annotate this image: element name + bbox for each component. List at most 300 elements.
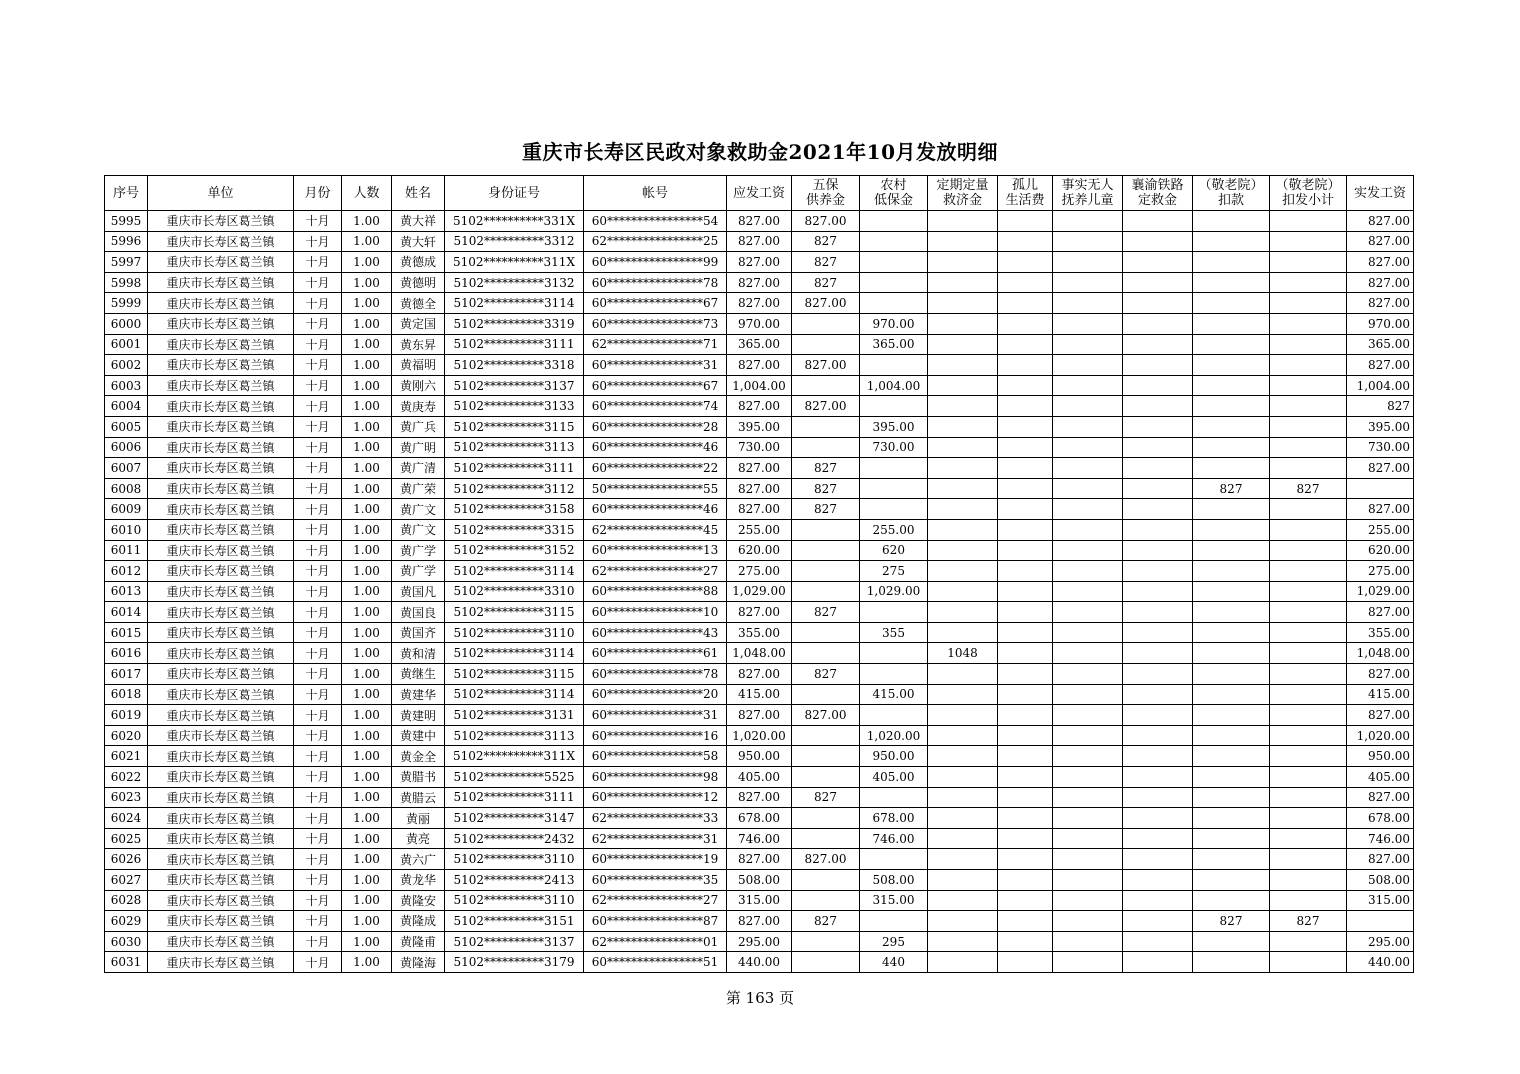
table-cell: 5102**********3133 — [445, 396, 584, 417]
table-cell — [1053, 952, 1123, 973]
table-header-row — [105, 176, 1414, 211]
table-cell — [860, 787, 928, 808]
table-cell: 827.00 — [1347, 499, 1414, 520]
table-cell — [928, 581, 998, 602]
table-cell: 60****************46 — [584, 499, 727, 520]
column-header: 应发工资 — [727, 176, 792, 211]
table-cell — [928, 437, 998, 458]
table-cell: 黄龙华 — [392, 870, 445, 891]
table-cell: 62****************31 — [584, 828, 727, 849]
table-cell: 1.00 — [342, 293, 392, 314]
table-cell: 827.00 — [1347, 231, 1414, 252]
column-header: 定期定量 救济金 — [928, 176, 998, 211]
table-cell — [1123, 540, 1193, 561]
table-cell: 黄腊书 — [392, 767, 445, 788]
table-cell — [998, 334, 1053, 355]
table-cell — [1053, 602, 1123, 623]
table-cell: 6004 — [105, 396, 148, 417]
table-cell: 827 — [792, 272, 860, 293]
table-cell — [1270, 211, 1347, 232]
table-cell: 黄国良 — [392, 602, 445, 623]
table-cell — [1270, 375, 1347, 396]
table-cell — [792, 725, 860, 746]
column-header: 身份证号 — [445, 176, 584, 211]
table-cell: 6025 — [105, 828, 148, 849]
table-cell: 5102**********311X — [445, 746, 584, 767]
table-cell: 395.00 — [1347, 416, 1414, 437]
table-cell: 620.00 — [1347, 540, 1414, 561]
table-row — [105, 519, 1414, 540]
table-cell: 十月 — [294, 581, 342, 602]
table-cell: 黄亮 — [392, 828, 445, 849]
table-cell — [928, 787, 998, 808]
table-cell: 827.00 — [727, 849, 792, 870]
table-cell — [928, 272, 998, 293]
table-cell: 6006 — [105, 437, 148, 458]
table-cell — [1270, 231, 1347, 252]
table-cell: 315.00 — [1347, 890, 1414, 911]
table-cell — [792, 313, 860, 334]
table-cell: 827 — [1270, 911, 1347, 932]
table-cell: 黄庚寿 — [392, 396, 445, 417]
table-cell: 827.00 — [792, 293, 860, 314]
table-cell — [998, 272, 1053, 293]
table-cell: 6008 — [105, 478, 148, 499]
table-cell — [998, 231, 1053, 252]
table-cell: 1,048.00 — [1347, 643, 1414, 664]
table-cell — [860, 231, 928, 252]
table-cell — [1193, 272, 1270, 293]
table-cell — [1123, 705, 1193, 726]
table-cell: 275.00 — [1347, 561, 1414, 582]
table-cell: 6029 — [105, 911, 148, 932]
table-cell — [1270, 664, 1347, 685]
table-cell — [1193, 375, 1270, 396]
table-cell — [998, 396, 1053, 417]
table-cell — [998, 561, 1053, 582]
table-cell — [928, 252, 998, 273]
table-cell — [1270, 622, 1347, 643]
table-cell: 十月 — [294, 705, 342, 726]
table-cell: 60****************31 — [584, 705, 727, 726]
table-cell: 1.00 — [342, 684, 392, 705]
table-cell — [1053, 211, 1123, 232]
table-cell: 730.00 — [727, 437, 792, 458]
table-cell: 60****************67 — [584, 375, 727, 396]
table-cell — [1123, 911, 1193, 932]
table-cell — [860, 911, 928, 932]
table-cell: 重庆市长寿区葛兰镇 — [148, 952, 294, 973]
table-cell — [928, 355, 998, 376]
table-cell — [928, 870, 998, 891]
table-cell: 1,029.00 — [860, 581, 928, 602]
table-cell — [998, 808, 1053, 829]
table-cell: 255.00 — [727, 519, 792, 540]
table-cell: 黄广清 — [392, 458, 445, 479]
table-cell: 重庆市长寿区葛兰镇 — [148, 911, 294, 932]
table-cell: 5102**********3137 — [445, 375, 584, 396]
table-cell: 62****************27 — [584, 561, 727, 582]
table-cell — [928, 890, 998, 911]
table-cell — [998, 890, 1053, 911]
table-cell — [1053, 293, 1123, 314]
table-cell: 十月 — [294, 231, 342, 252]
table-cell: 十月 — [294, 561, 342, 582]
table-cell: 5102**********3111 — [445, 787, 584, 808]
table-cell — [1193, 581, 1270, 602]
table-row — [105, 767, 1414, 788]
table-cell: 5102**********3110 — [445, 890, 584, 911]
table-cell: 5102**********2432 — [445, 828, 584, 849]
table-cell — [998, 211, 1053, 232]
table-cell: 1.00 — [342, 211, 392, 232]
table-cell: 5102**********3310 — [445, 581, 584, 602]
table-cell: 1048 — [928, 643, 998, 664]
table-row — [105, 705, 1414, 726]
table-cell: 827 — [792, 499, 860, 520]
column-header: 序号 — [105, 176, 148, 211]
table-cell — [998, 540, 1053, 561]
table-cell: 827.00 — [727, 396, 792, 417]
table-cell: 440 — [860, 952, 928, 973]
table-cell: 十月 — [294, 787, 342, 808]
table-cell — [928, 684, 998, 705]
table-cell: 405.00 — [860, 767, 928, 788]
table-cell: 黄德全 — [392, 293, 445, 314]
table-cell — [1053, 231, 1123, 252]
table-row — [105, 684, 1414, 705]
table-cell: 5102**********3132 — [445, 272, 584, 293]
table-cell — [1270, 725, 1347, 746]
table-cell — [998, 458, 1053, 479]
table-cell — [1193, 499, 1270, 520]
table-cell — [1053, 519, 1123, 540]
table-row — [105, 396, 1414, 417]
table-cell: 255.00 — [1347, 519, 1414, 540]
table-row — [105, 828, 1414, 849]
table-cell: 黄建明 — [392, 705, 445, 726]
table-cell — [1053, 252, 1123, 273]
table-row — [105, 231, 1414, 252]
table-cell — [1123, 416, 1193, 437]
table-cell: 黄国凡 — [392, 581, 445, 602]
table-cell — [928, 911, 998, 932]
table-cell: 365.00 — [860, 334, 928, 355]
table-cell — [1053, 849, 1123, 870]
column-header: 五保 供养金 — [792, 176, 860, 211]
table-cell: 827.00 — [727, 458, 792, 479]
table-cell: 1,020.00 — [727, 725, 792, 746]
table-cell — [1123, 581, 1193, 602]
table-cell — [928, 540, 998, 561]
column-header: 农村 低保金 — [860, 176, 928, 211]
table-cell: 1.00 — [342, 808, 392, 829]
table-body — [105, 211, 1414, 973]
table-cell: 重庆市长寿区葛兰镇 — [148, 252, 294, 273]
relief-fund-table — [104, 175, 1414, 973]
column-header: （敬老院） 扣发小计 — [1270, 176, 1347, 211]
table-cell — [1193, 396, 1270, 417]
column-header: （敬老院） 扣款 — [1193, 176, 1270, 211]
table-cell — [860, 643, 928, 664]
table-cell — [1270, 787, 1347, 808]
table-cell — [792, 643, 860, 664]
table-cell — [1053, 767, 1123, 788]
table-row — [105, 849, 1414, 870]
table-cell: 827 — [792, 911, 860, 932]
table-cell — [860, 705, 928, 726]
table-cell: 620.00 — [727, 540, 792, 561]
table-cell — [792, 437, 860, 458]
table-cell — [1270, 355, 1347, 376]
table-cell: 827.00 — [727, 664, 792, 685]
table-cell: 6024 — [105, 808, 148, 829]
table-cell: 508.00 — [860, 870, 928, 891]
table-cell: 黄隆安 — [392, 890, 445, 911]
table-cell: 827 — [1270, 478, 1347, 499]
table-cell — [1270, 272, 1347, 293]
table-cell — [860, 458, 928, 479]
table-cell: 355.00 — [1347, 622, 1414, 643]
table-cell: 415.00 — [727, 684, 792, 705]
table-cell: 十月 — [294, 828, 342, 849]
table-cell — [792, 870, 860, 891]
table-cell — [1193, 334, 1270, 355]
table-cell — [1053, 705, 1123, 726]
table-cell — [1123, 787, 1193, 808]
table-cell — [1053, 272, 1123, 293]
table-cell: 60****************51 — [584, 952, 727, 973]
table-cell — [1270, 890, 1347, 911]
table-cell — [1123, 375, 1193, 396]
table-cell: 60****************73 — [584, 313, 727, 334]
table-cell — [1270, 767, 1347, 788]
table-cell: 十月 — [294, 416, 342, 437]
table-cell — [1270, 952, 1347, 973]
table-cell: 1.00 — [342, 499, 392, 520]
table-cell: 60****************67 — [584, 293, 727, 314]
table-cell: 827 — [792, 231, 860, 252]
table-cell — [1270, 705, 1347, 726]
table-cell: 重庆市长寿区葛兰镇 — [148, 643, 294, 664]
table-cell — [860, 478, 928, 499]
table-cell — [1270, 561, 1347, 582]
table-cell — [1193, 725, 1270, 746]
table-cell: 黄国齐 — [392, 622, 445, 643]
table-cell: 1.00 — [342, 416, 392, 437]
table-cell — [1193, 602, 1270, 623]
table-cell: 重庆市长寿区葛兰镇 — [148, 313, 294, 334]
column-header: 单位 — [148, 176, 294, 211]
table-cell: 6010 — [105, 519, 148, 540]
table-cell: 827.00 — [1347, 602, 1414, 623]
table-row — [105, 437, 1414, 458]
table-cell: 1.00 — [342, 952, 392, 973]
table-cell: 62****************71 — [584, 334, 727, 355]
table-cell: 5102**********3158 — [445, 499, 584, 520]
table-cell — [1123, 746, 1193, 767]
table-cell: 678.00 — [860, 808, 928, 829]
table-cell: 365.00 — [1347, 334, 1414, 355]
table-cell: 746.00 — [1347, 828, 1414, 849]
table-cell: 508.00 — [727, 870, 792, 891]
table-cell — [1053, 581, 1123, 602]
table-cell — [860, 252, 928, 273]
table-cell — [1123, 519, 1193, 540]
table-cell — [998, 870, 1053, 891]
table-cell — [928, 849, 998, 870]
table-cell — [1053, 437, 1123, 458]
table-cell: 355 — [860, 622, 928, 643]
table-cell: 6026 — [105, 849, 148, 870]
table-cell: 60****************88 — [584, 581, 727, 602]
table-cell — [1270, 416, 1347, 437]
table-cell: 415.00 — [1347, 684, 1414, 705]
table-cell: 60****************74 — [584, 396, 727, 417]
table-cell — [1193, 684, 1270, 705]
table-row — [105, 890, 1414, 911]
table-cell: 5102**********3110 — [445, 622, 584, 643]
table-cell: 6012 — [105, 561, 148, 582]
table-cell — [1270, 602, 1347, 623]
table-cell — [1053, 911, 1123, 932]
table-cell — [1053, 622, 1123, 643]
table-cell: 827.00 — [1347, 458, 1414, 479]
table-cell: 827.00 — [727, 231, 792, 252]
table-cell: 十月 — [294, 396, 342, 417]
table-cell — [1193, 355, 1270, 376]
table-row — [105, 952, 1414, 973]
table-cell: 1.00 — [342, 890, 392, 911]
table-cell: 重庆市长寿区葛兰镇 — [148, 540, 294, 561]
table-cell: 5102**********3151 — [445, 911, 584, 932]
table-cell: 62****************27 — [584, 890, 727, 911]
table-cell: 405.00 — [1347, 767, 1414, 788]
table-cell — [998, 767, 1053, 788]
table-cell: 十月 — [294, 437, 342, 458]
table-cell — [1193, 643, 1270, 664]
table-cell — [1270, 828, 1347, 849]
table-cell — [998, 313, 1053, 334]
table-cell: 1,004.00 — [1347, 375, 1414, 396]
table-cell — [1053, 540, 1123, 561]
table-cell: 黄广学 — [392, 540, 445, 561]
table-cell — [1193, 313, 1270, 334]
table-cell: 6009 — [105, 499, 148, 520]
table-cell — [1270, 849, 1347, 870]
table-cell: 827.00 — [1347, 252, 1414, 273]
table-cell — [1123, 664, 1193, 685]
table-cell: 1.00 — [342, 355, 392, 376]
table-cell — [860, 396, 928, 417]
table-cell: 827.00 — [1347, 211, 1414, 232]
table-cell — [860, 664, 928, 685]
table-cell: 678.00 — [727, 808, 792, 829]
table-cell — [928, 931, 998, 952]
table-cell: 重庆市长寿区葛兰镇 — [148, 211, 294, 232]
table-row — [105, 664, 1414, 685]
table-cell: 827.00 — [1347, 355, 1414, 376]
table-cell: 5102**********3114 — [445, 293, 584, 314]
table-cell: 827.00 — [727, 602, 792, 623]
table-cell — [792, 416, 860, 437]
table-cell: 十月 — [294, 890, 342, 911]
table-cell — [1053, 890, 1123, 911]
table-cell: 黄大轩 — [392, 231, 445, 252]
table-cell: 827.00 — [727, 499, 792, 520]
table-cell — [1123, 478, 1193, 499]
table-cell: 827.00 — [1347, 293, 1414, 314]
table-cell: 5102**********3131 — [445, 705, 584, 726]
table-cell: 1.00 — [342, 581, 392, 602]
table-cell — [998, 437, 1053, 458]
table-cell: 6020 — [105, 725, 148, 746]
table-cell: 60****************12 — [584, 787, 727, 808]
table-cell: 405.00 — [727, 767, 792, 788]
table-cell: 重庆市长寿区葛兰镇 — [148, 231, 294, 252]
table-cell: 970.00 — [727, 313, 792, 334]
table-cell: 1.00 — [342, 767, 392, 788]
table-cell — [792, 334, 860, 355]
table-row — [105, 581, 1414, 602]
table-cell — [792, 622, 860, 643]
table-cell: 355.00 — [727, 622, 792, 643]
table-cell: 重庆市长寿区葛兰镇 — [148, 849, 294, 870]
table-cell: 5102**********3152 — [445, 540, 584, 561]
table-cell: 746.00 — [727, 828, 792, 849]
column-header: 襄渝铁路 定救金 — [1123, 176, 1193, 211]
table-cell: 十月 — [294, 870, 342, 891]
table-cell: 827.00 — [792, 705, 860, 726]
table-cell — [792, 746, 860, 767]
table-cell: 重庆市长寿区葛兰镇 — [148, 396, 294, 417]
table-cell — [792, 828, 860, 849]
table-cell: 6022 — [105, 767, 148, 788]
table-cell: 1.00 — [342, 540, 392, 561]
table-cell: 黄六广 — [392, 849, 445, 870]
table-cell — [998, 478, 1053, 499]
table-cell: 827.00 — [792, 211, 860, 232]
table-cell — [1193, 870, 1270, 891]
table-row — [105, 931, 1414, 952]
table-cell: 1.00 — [342, 561, 392, 582]
table-cell: 6003 — [105, 375, 148, 396]
table-cell: 5102**********3318 — [445, 355, 584, 376]
table-cell — [1270, 870, 1347, 891]
table-cell — [1193, 808, 1270, 829]
table-cell: 395.00 — [727, 416, 792, 437]
table-cell: 5102**********3319 — [445, 313, 584, 334]
table-cell — [1193, 519, 1270, 540]
table-cell: 十月 — [294, 293, 342, 314]
table-cell — [1053, 499, 1123, 520]
table-cell: 730.00 — [1347, 437, 1414, 458]
table-cell: 5102**********3114 — [445, 684, 584, 705]
table-cell — [998, 952, 1053, 973]
table-cell: 1.00 — [342, 375, 392, 396]
table-cell — [1053, 416, 1123, 437]
table-cell: 重庆市长寿区葛兰镇 — [148, 931, 294, 952]
column-header: 实发工资 — [1347, 176, 1414, 211]
table-cell: 1.00 — [342, 725, 392, 746]
table-cell: 5996 — [105, 231, 148, 252]
table-cell: 827.00 — [727, 911, 792, 932]
table-cell — [998, 293, 1053, 314]
table-cell — [1193, 849, 1270, 870]
table-cell — [1053, 313, 1123, 334]
table-cell: 5102**********3111 — [445, 458, 584, 479]
table-cell — [998, 725, 1053, 746]
